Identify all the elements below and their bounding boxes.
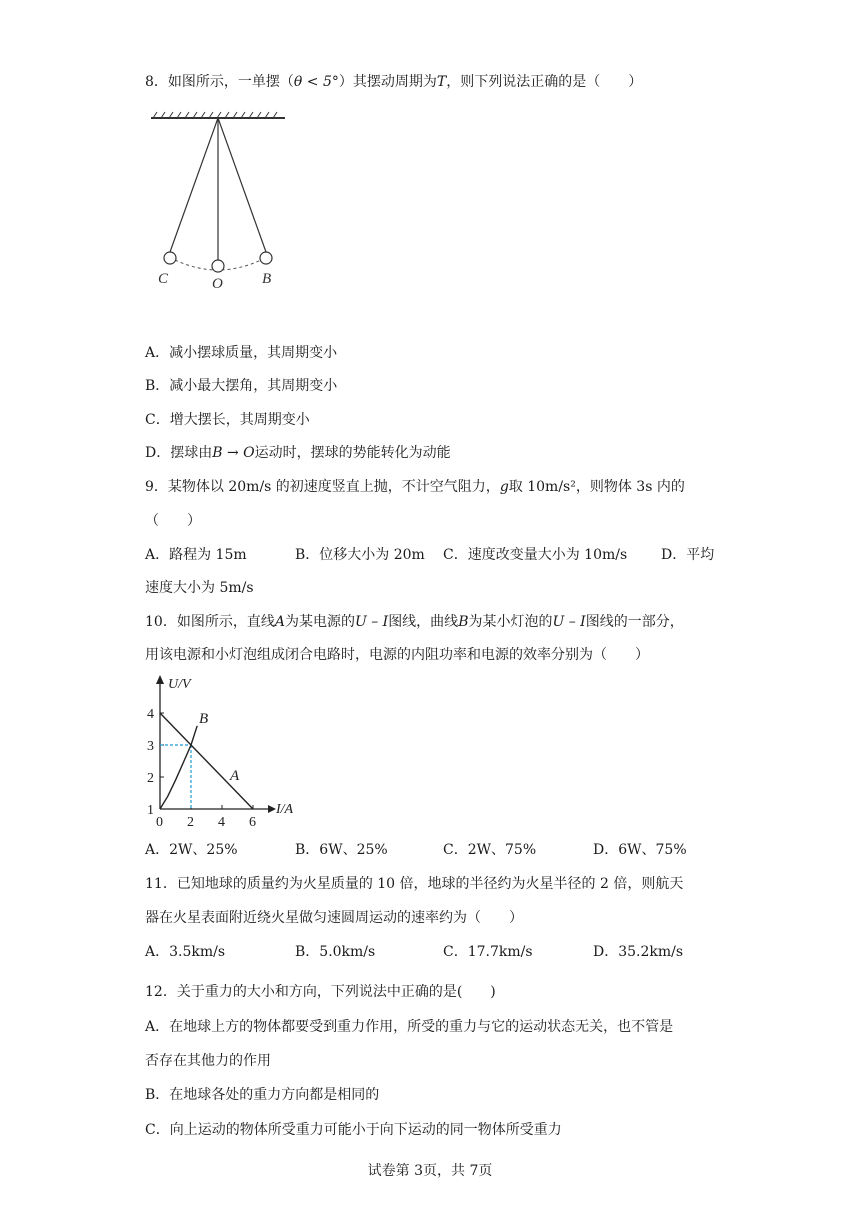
label-o: O (212, 276, 223, 292)
series-b-line (160, 726, 197, 809)
q9-stem: 9．某物体以 20m/s 的初速度竖直上抛，不计空气阻力，g取 10m/s²，则物体 3s 内的 (145, 479, 685, 495)
series-b-label: B (199, 711, 209, 727)
q8-stem: 8．如图所示，一单摆（θ < 5°）其摆动周期为T，则下列说法正确的是（ ） (145, 74, 643, 90)
x-tick-label: 6 (249, 815, 256, 830)
label-c: C (158, 271, 169, 287)
q10-stem-line2: 用该电源和小灯泡组成闭合电路时，电源的内阻功率和电源的效率分别为（ ） (145, 647, 649, 663)
q9-option-c: C．速度改变量大小为 10m/s (443, 547, 628, 563)
q8-option-d: D．摆球由B → O运动时，摆球的势能转化为动能 (145, 445, 451, 461)
series-a-line (160, 713, 253, 809)
q10-option-a: A．2W、25% (145, 842, 238, 858)
y-tick-label: 2 (147, 771, 154, 786)
q12-option-c: C．向上运动的物体所受重力可能小于向下运动的同一物体所受重力 (145, 1122, 562, 1138)
string-c (170, 118, 218, 252)
q12-option-a-cont: 否存在其他力的作用 (145, 1053, 271, 1069)
y-axis-label: U/V (168, 677, 191, 692)
bob-c (164, 252, 176, 264)
q9-paren: （ ） (145, 513, 201, 529)
label-b: B (262, 271, 272, 287)
bob-b (260, 252, 272, 264)
pendulum-figure (145, 108, 295, 293)
bob-o (212, 260, 224, 272)
q11-option-b: B．5.0km/s (295, 944, 376, 960)
x-axis-label: I/A (276, 802, 294, 817)
q9-option-d-cont: 速度大小为 5m/s (145, 580, 254, 596)
q9-option-d: D．平均 (661, 547, 715, 563)
q11-option-d: D．35.2km/s (593, 944, 684, 960)
q12-option-a: A．在地球上方的物体都要受到重力作用，所受的重力与它的运动状态无关，也不管是 (145, 1019, 674, 1035)
page-footer: 试卷第 3页，共 7页 (367, 1163, 493, 1179)
q8-option-b: B．减小最大摆角，其周期变小 (145, 378, 338, 394)
q8-option-a: A．减小摆球质量，其周期变小 (145, 345, 338, 361)
series-a-label: A (230, 768, 240, 784)
q11-option-a: A．3.5km/s (145, 944, 226, 960)
y-tick-label: 4 (147, 707, 154, 722)
q10-option-d: D．6W、75% (593, 842, 687, 858)
q11-option-c: C．17.7km/s (443, 944, 533, 960)
q10-option-c: C．2W、75% (443, 842, 537, 858)
q12-stem: 12．关于重力的大小和方向，下列说法中正确的是( ) (145, 984, 496, 1000)
q8-option-c: C．增大摆长，其周期变小 (145, 412, 310, 428)
x-tick-label: 2 (187, 815, 194, 830)
q11-stem-line1: 11．已知地球的质量约为火星质量的 10 倍，地球的半径约为火星半径的 2 倍，则航天 (145, 876, 684, 892)
q12-option-b: B．在地球各处的重力方向都是相同的 (145, 1087, 380, 1103)
string-b (218, 118, 266, 252)
q9-option-a: A．路程为 15m (145, 547, 247, 563)
y-tick-label: 1 (147, 803, 154, 818)
q10-stem-line1: 10．如图所示，直线A为某电源的U – I图线，曲线B为某小灯泡的U – I图线的一部分， (145, 614, 684, 630)
x-axis-arrow (268, 805, 276, 813)
y-axis-arrow (156, 675, 164, 684)
y-tick-label: 3 (147, 739, 154, 754)
ceiling (151, 112, 285, 118)
ui-chart (140, 672, 310, 832)
x-tick-label: 0 (156, 815, 163, 830)
q9-option-b: B．位移大小为 20m (295, 547, 425, 563)
q10-option-b: B．6W、25% (295, 842, 388, 858)
q11-stem-line2: 器在火星表面附近绕火星做匀速圆周运动的速率约为（ ） (145, 910, 523, 926)
x-tick-label: 4 (218, 815, 225, 830)
